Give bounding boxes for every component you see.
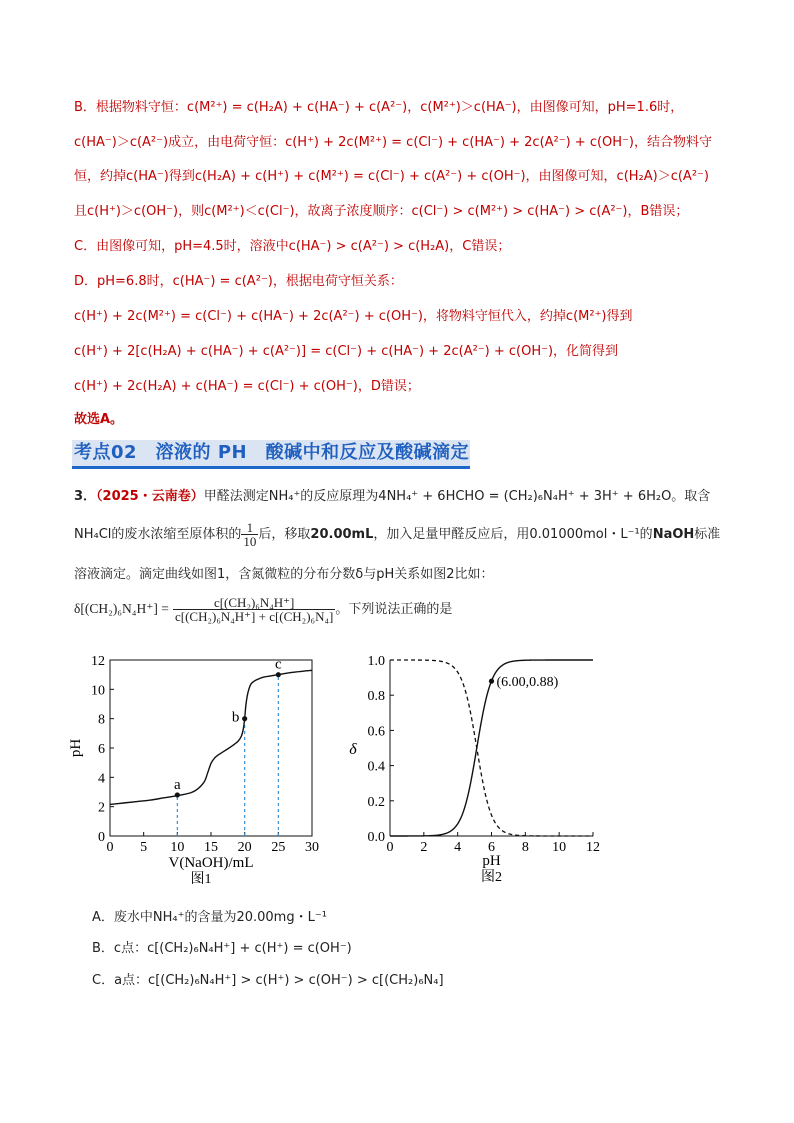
- fig1-y-tick-label: 10: [91, 683, 105, 699]
- option-b[interactable]: B．c点：c[(CH₂)₆N₄H⁺] + c(H⁺) = c(OH⁻): [92, 941, 352, 956]
- fig1-axes: [110, 660, 312, 836]
- fig1-y-tick-label: 4: [98, 771, 105, 787]
- question-text-2d: ，加入足量甲醛反应后，用0.01000mol・L⁻¹的: [373, 527, 653, 542]
- fig2-y-tick-label: 1.0: [367, 654, 385, 669]
- fig1-caption: 图1: [190, 872, 212, 887]
- question-line1: [74, 488, 710, 506]
- titration-curve-line: [110, 670, 312, 804]
- fig2-x-tick-label: 8: [521, 840, 529, 855]
- fig2-x-tick-label: 12: [586, 840, 600, 855]
- fig2-solid-curve: [390, 660, 593, 836]
- fig2-caption: 图2: [481, 870, 502, 885]
- delta-fraction: [173, 596, 335, 623]
- fig2-x-tick-label: 6: [488, 840, 495, 855]
- question-naoh: NaOH: [652, 527, 695, 542]
- solution-b-line3: 恒，约掉c(HA⁻)得到c(H₂A) + c(H⁺) + c(M²⁺) = c(Cl⁻) + c(A²⁻) + c(OH⁻)，由图像可知，c(H₂A)＞c(A²⁻): [74, 169, 709, 184]
- fig1-point-label-c: c: [274, 656, 282, 673]
- fig1-point-label-a: a: [173, 776, 181, 793]
- solution-d-line3: c(H⁺) + 2[c(H₂A) + c(HA⁻) + c(A²⁻)] = c(Cl⁻) + c(HA⁻) + 2c(A²⁻) + c(OH⁻)，化简得到: [74, 344, 619, 359]
- fig2-dashed-curve: [390, 660, 593, 836]
- fraction-denominator: 10: [243, 534, 257, 549]
- fig1-x-tick-label: 30: [305, 840, 319, 855]
- solution-b-line4: 且c(H⁺)＞c(OH⁻)，则c(M²⁺)＜c(Cl⁻)，故离子浓度顺序：c(Cl⁻) > c(M²⁺) > c(HA⁻) > c(A²⁻)，B错误；: [74, 204, 689, 219]
- fraction-one-tenth: [241, 521, 258, 548]
- fig1-x-tick-label: 0: [106, 840, 114, 855]
- fraction-numerator: 1: [241, 521, 258, 535]
- fig2-x-axis-label: pH: [482, 853, 501, 869]
- fig2-tick-labels: [368, 654, 601, 855]
- delta-denominator: c[(CH₂)₆N₄H⁺] + c[(CH₂)₆N₄]: [174, 609, 334, 624]
- distribution-fraction-chart: [340, 648, 620, 898]
- fig1-x-tick-label: 15: [204, 840, 218, 855]
- question-text-1: 甲醛法测定NH₄⁺的反应原理为4NH₄⁺ + 6HCHO = (CH₂)₆N₄H⁺ + 3H⁺ + 6H₂O。取含: [203, 489, 711, 504]
- fig1-y-axis-label: pH: [68, 738, 84, 758]
- question-text-2b: 后，移取: [258, 527, 311, 542]
- solution-b-line2: c(HA⁻)＞c(A²⁻)成立，由电荷守恒：c(H⁺) + 2c(M²⁺) = c(Cl⁻) + c(HA⁻) + 2c(A²⁻) + c(OH⁻)，结合物料守: [74, 135, 712, 150]
- solution-b-line1: B．根据物料守恒：c(M²⁺) = c(H₂A) + c(HA⁻) + c(A²⁻)，c(M²⁺)＞c(HA⁻)，由图像可知，pH=1.6时，: [74, 100, 684, 115]
- fig2-x-tick-label: 10: [552, 840, 567, 855]
- fig1-y-tick-label: 2: [98, 800, 105, 816]
- solution-d-line2: c(H⁺) + 2c(M²⁺) = c(Cl⁻) + c(HA⁻) + 2c(A²⁻) + c(OH⁻)，将物料守恒代入，约掉c(M²⁺)得到: [74, 309, 633, 324]
- fig1-y-tick-label: 12: [91, 654, 105, 669]
- question-source: （2025・云南卷）: [96, 489, 204, 504]
- fig1-point-label-b: b: [231, 709, 240, 726]
- fig2-annotation-label: (6.00,0.88): [496, 675, 559, 691]
- fig2-x-tick-label: 0: [386, 840, 394, 855]
- option-c[interactable]: C．a点：c[(CH₂)₆N₄H⁺] > c(H⁺) > c(OH⁻) > c[(CH₂)₆N₄]: [92, 973, 444, 988]
- fig1-point-a: [175, 792, 180, 797]
- fig1-plot-frame: [110, 660, 312, 836]
- fig1-x-tick-label: 10: [170, 840, 185, 855]
- solution-c-line: C．由图像可知，pH=4.5时，溶液中c(HA⁻) > c(A²⁻) > c(H₂A)，C错误；: [74, 239, 511, 254]
- fig1-y-tick-label: 0: [98, 830, 105, 845]
- fig1-y-tick-label: 6: [98, 742, 105, 757]
- answer-line: 故选A。: [74, 412, 124, 427]
- fig2-y-axis-label: δ: [349, 741, 357, 758]
- delta-numerator: c[(CH₂)₆N₄H⁺]: [173, 596, 335, 610]
- solution-d-line4: c(H⁺) + 2c(H₂A) + c(HA⁻) = c(Cl⁻) + c(OH⁻)，D错误；: [74, 379, 420, 394]
- fig2-y-tick-label: 0.2: [367, 794, 385, 810]
- fig1-tick-labels: [91, 654, 319, 855]
- question-line4: [74, 596, 452, 623]
- fig1-x-tick-label: 20: [237, 840, 252, 855]
- question-text-4b: 。下列说法正确的是: [335, 602, 453, 617]
- delta-definition-lhs: δ[(CH₂)₆N₄H⁺] =: [74, 601, 169, 616]
- fig1-dashed-lines: [177, 675, 278, 836]
- section-title: 考点02 溶液的 PH 酸碱中和反应及酸碱滴定: [74, 442, 470, 463]
- fig1-point-b: [242, 716, 247, 721]
- question-number: 3．: [74, 489, 97, 504]
- fig2-y-tick-label: 0.4: [367, 759, 385, 775]
- option-a[interactable]: A．废水中NH₄⁺的含量为20.00mg・L⁻¹: [92, 910, 327, 925]
- question-volume: 20.00mL: [310, 527, 374, 542]
- fig1-y-tick-label: 8: [98, 712, 105, 728]
- fig2-y-tick-label: 0.6: [367, 724, 385, 740]
- question-line3: 溶液滴定。滴定曲线如图1，含氮微粒的分布分数δ与pH关系如图2比如：: [74, 567, 494, 582]
- fig1-points: [174, 657, 282, 798]
- fig2-y-tick-label: 0.0: [367, 830, 385, 845]
- fig2-y-tick-label: 0.8: [367, 689, 385, 705]
- fig1-x-tick-label: 5: [140, 840, 148, 855]
- section-header: [72, 440, 470, 469]
- question-line2: [74, 520, 720, 550]
- fig1-x-tick-label: 25: [271, 840, 286, 855]
- fig2-x-tick-label: 4: [454, 840, 462, 855]
- fig1-x-axis-label: V(NaOH)/mL: [168, 855, 254, 871]
- fig2-axes: [390, 660, 593, 836]
- fig2-x-tick-label: 2: [420, 840, 428, 855]
- fig2-annotation-point: [489, 679, 494, 684]
- solution-d-line1: D．pH=6.8时，c(HA⁻) = c(A²⁻)，根据电荷守恒关系：: [74, 274, 403, 289]
- fig1-point-c: [276, 672, 281, 677]
- question-text-2a: NH₄Cl的废水浓缩至原体积的: [74, 527, 242, 542]
- question-text-2f: 标准: [694, 527, 721, 542]
